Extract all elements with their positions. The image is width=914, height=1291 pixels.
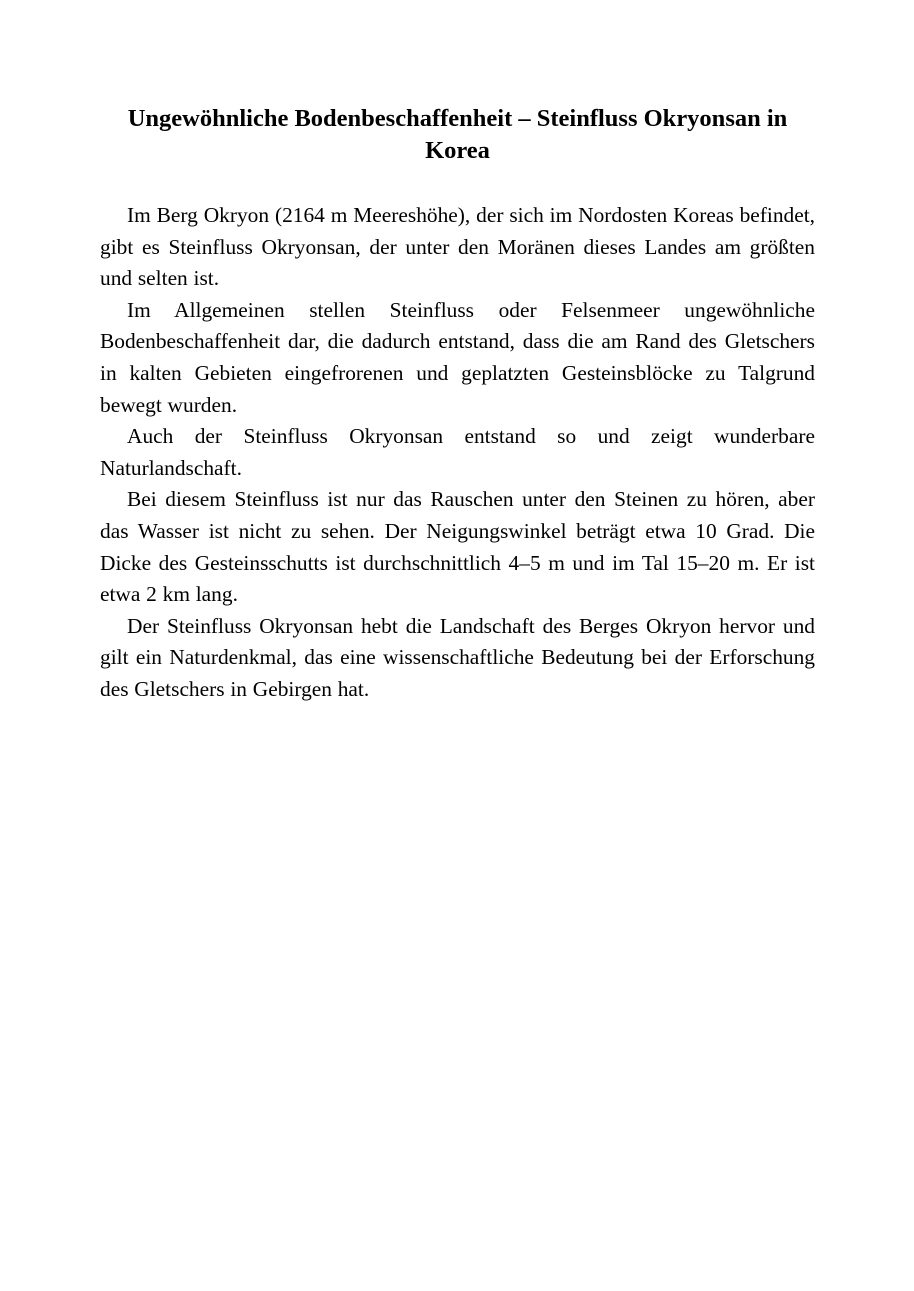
paragraph-5: Der Steinfluss Okryonsan hebt die Landschaft des Berges Okryon hervor und gilt ein Naturdenkmal, das eine wissenschaftliche Bedeutung bei der Erforschung des Gletschers in Gebirgen hat. — [100, 613, 815, 701]
document-title: Ungewöhnliche Bodenbeschaffenheit – Steinfluss Okryonsan in Korea — [127, 105, 788, 164]
paragraph-4: Bei diesem Steinfluss ist nur das Rauschen unter den Steinen zu hören, aber das Wasser ist nicht zu sehen. Der Neigungswinkel beträgt etwa 10 Grad. Die Dicke des Gesteinsschutts ist durchschnittlich 4–5 m und im Tal 15–20 m. Er ist etwa 2 km lang. — [100, 487, 815, 607]
paragraph-3: Auch der Steinfluss Okryonsan entstand so und zeigt wunderbare Naturlandschaft. — [100, 424, 815, 480]
paragraph-2: Im Allgemeinen stellen Steinfluss oder Felsenmeer ungewöhnliche Bodenbeschaffenheit dar, die dadurch entstand, dass die am Rand des Gletschers in kalten Gebieten eingefrorenen und geplatzten Gesteinsblöcke zu Talgrund bewegt wurden. — [100, 297, 815, 417]
document-body — [100, 200, 815, 706]
paragraph-1: Im Berg Okryon (2164 m Meereshöhe), der sich im Nordosten Koreas befindet, gibt es Steinfluss Okryonsan, der unter den Moränen dieses Landes am größten und selten ist. — [100, 203, 815, 291]
